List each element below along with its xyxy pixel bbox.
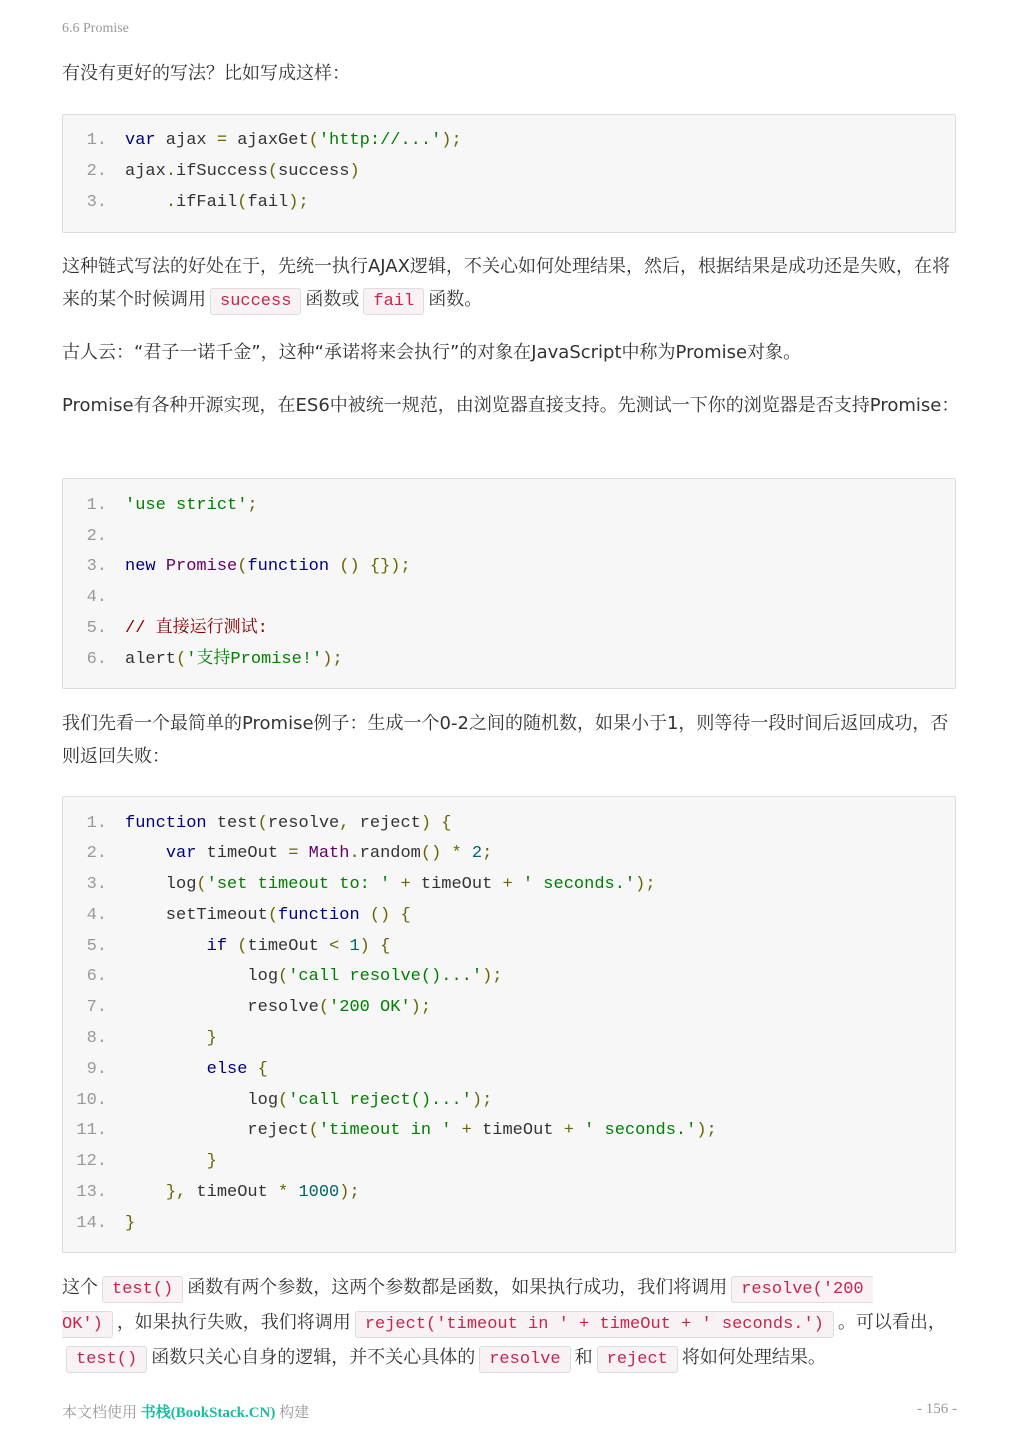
code-line: ajax.ifSuccess(success) xyxy=(125,162,360,181)
paragraph-example: 我们先看一个最简单的Promise例子：生成一个0-2之间的随机数，如果小于1，则等待一段时间后返回成功，否则返回失败： xyxy=(62,713,949,767)
code-line: reject('timeout in ' + timeOut + ' seconds.'); xyxy=(125,1121,717,1140)
inline-code-test-2: test() xyxy=(66,1346,147,1373)
inline-code-resolve: resolve xyxy=(479,1346,570,1373)
line-number: 8. xyxy=(86,1029,107,1048)
footer-credit: 本文档使用 书栈(BookStack.CN) 构建 xyxy=(62,1405,310,1421)
inline-code-success: success xyxy=(210,288,301,315)
inline-code-resolve-b: OK') xyxy=(62,1311,113,1338)
line-number: 5. xyxy=(86,937,107,956)
code-line: new Promise(function () {}); xyxy=(125,557,411,576)
line-number: 6. xyxy=(86,650,107,669)
line-number: 1. xyxy=(86,814,107,833)
paragraph-explain: 这个 test() 函数有两个参数，这两个参数都是函数，如果执行成功，我们将调用 resolve('200 OK') ，如果执行失败，我们将调用 reject('timeout in ' + timeOut + ' seconds.') 。可以看出，test() 函数只关心自身的逻辑，并不关心具体的 resolve 和 reject 将如何处理结果。 xyxy=(62,1271,962,1376)
code-line: log('call reject()...'); xyxy=(125,1091,493,1110)
line-number: 6. xyxy=(86,967,107,986)
code-line: var timeOut = Math.random() * 2; xyxy=(165,844,493,863)
code-line: } xyxy=(206,1152,217,1171)
code-block-2 xyxy=(62,478,956,689)
inline-code-resolve-a: resolve('200 xyxy=(731,1276,872,1303)
line-number: 14. xyxy=(76,1214,107,1233)
code-line: function test(resolve, reject) { xyxy=(125,814,452,833)
line-number: 4. xyxy=(86,588,107,607)
code-line: alert('支持Promise!'); xyxy=(125,650,343,669)
inline-code-reject: reject xyxy=(597,1346,678,1373)
line-number: 13. xyxy=(76,1183,107,1202)
line-number: 4. xyxy=(86,906,107,925)
code-line: } xyxy=(206,1029,217,1048)
code-line: .ifFail(fail); xyxy=(165,193,309,212)
line-number: 2. xyxy=(86,162,107,181)
line-number: 11. xyxy=(76,1121,107,1140)
line-number: 3. xyxy=(86,875,107,894)
code-line: 'use strict'; xyxy=(125,496,258,515)
paragraph-proverb: 古人云：“君子一诺千金”，这种“承诺将来会执行”的对象在JavaScript中称为Promise对象。 xyxy=(62,342,802,363)
line-number: 7. xyxy=(86,998,107,1017)
paragraph-intro: 有没有更好的写法？比如写成这样： xyxy=(62,63,350,84)
inline-code-test: test() xyxy=(102,1276,183,1303)
line-number: 1. xyxy=(86,496,107,515)
code-line: else { xyxy=(206,1060,268,1079)
chapter-header: 6.6 Promise xyxy=(62,21,129,36)
code-line: log('call resolve()...'); xyxy=(125,967,503,986)
code-comment: // 直接运行测试: xyxy=(125,619,268,638)
code-line: }, timeOut * 1000); xyxy=(165,1183,360,1202)
code-line: } xyxy=(125,1214,136,1233)
line-number: 3. xyxy=(86,557,107,576)
code-line: var ajax = ajaxGet('http://...'); xyxy=(125,131,462,150)
bookstack-link[interactable]: 书栈(BookStack.CN) xyxy=(140,1405,276,1421)
line-number: 5. xyxy=(86,619,107,638)
page-number: - 156 - xyxy=(917,1401,957,1417)
code-line: if (timeOut < 1) { xyxy=(206,937,391,956)
line-number: 2. xyxy=(86,844,107,863)
inline-code-fail: fail xyxy=(363,288,424,315)
line-number: 9. xyxy=(86,1060,107,1079)
paragraph-chain: 这种链式写法的好处在于，先统一执行AJAX逻辑，不关心如何处理结果，然后，根据结果是成功还是失败，在将来的某个时候调用 success 函数或 fail 函数。 xyxy=(62,250,962,318)
code-line: setTimeout(function () { xyxy=(125,906,411,925)
code-line: log('set timeout to: ' + timeOut + ' seconds.'); xyxy=(125,875,656,894)
code-line: resolve('200 OK'); xyxy=(125,998,432,1017)
line-number: 1. xyxy=(86,131,107,150)
line-number: 10. xyxy=(76,1091,107,1110)
line-number: 12. xyxy=(76,1152,107,1171)
paragraph-support: Promise有各种开源实现，在ES6中被统一规范，由浏览器直接支持。先测试一下你的浏览器是否支持Promise： xyxy=(62,395,960,416)
code-block-1 xyxy=(62,114,956,233)
inline-code-reject-call: reject('timeout in ' + timeOut + ' seconds.') xyxy=(355,1311,834,1338)
line-number: 3. xyxy=(86,193,107,212)
line-number: 2. xyxy=(86,527,107,546)
code-block-3 xyxy=(62,796,956,1253)
